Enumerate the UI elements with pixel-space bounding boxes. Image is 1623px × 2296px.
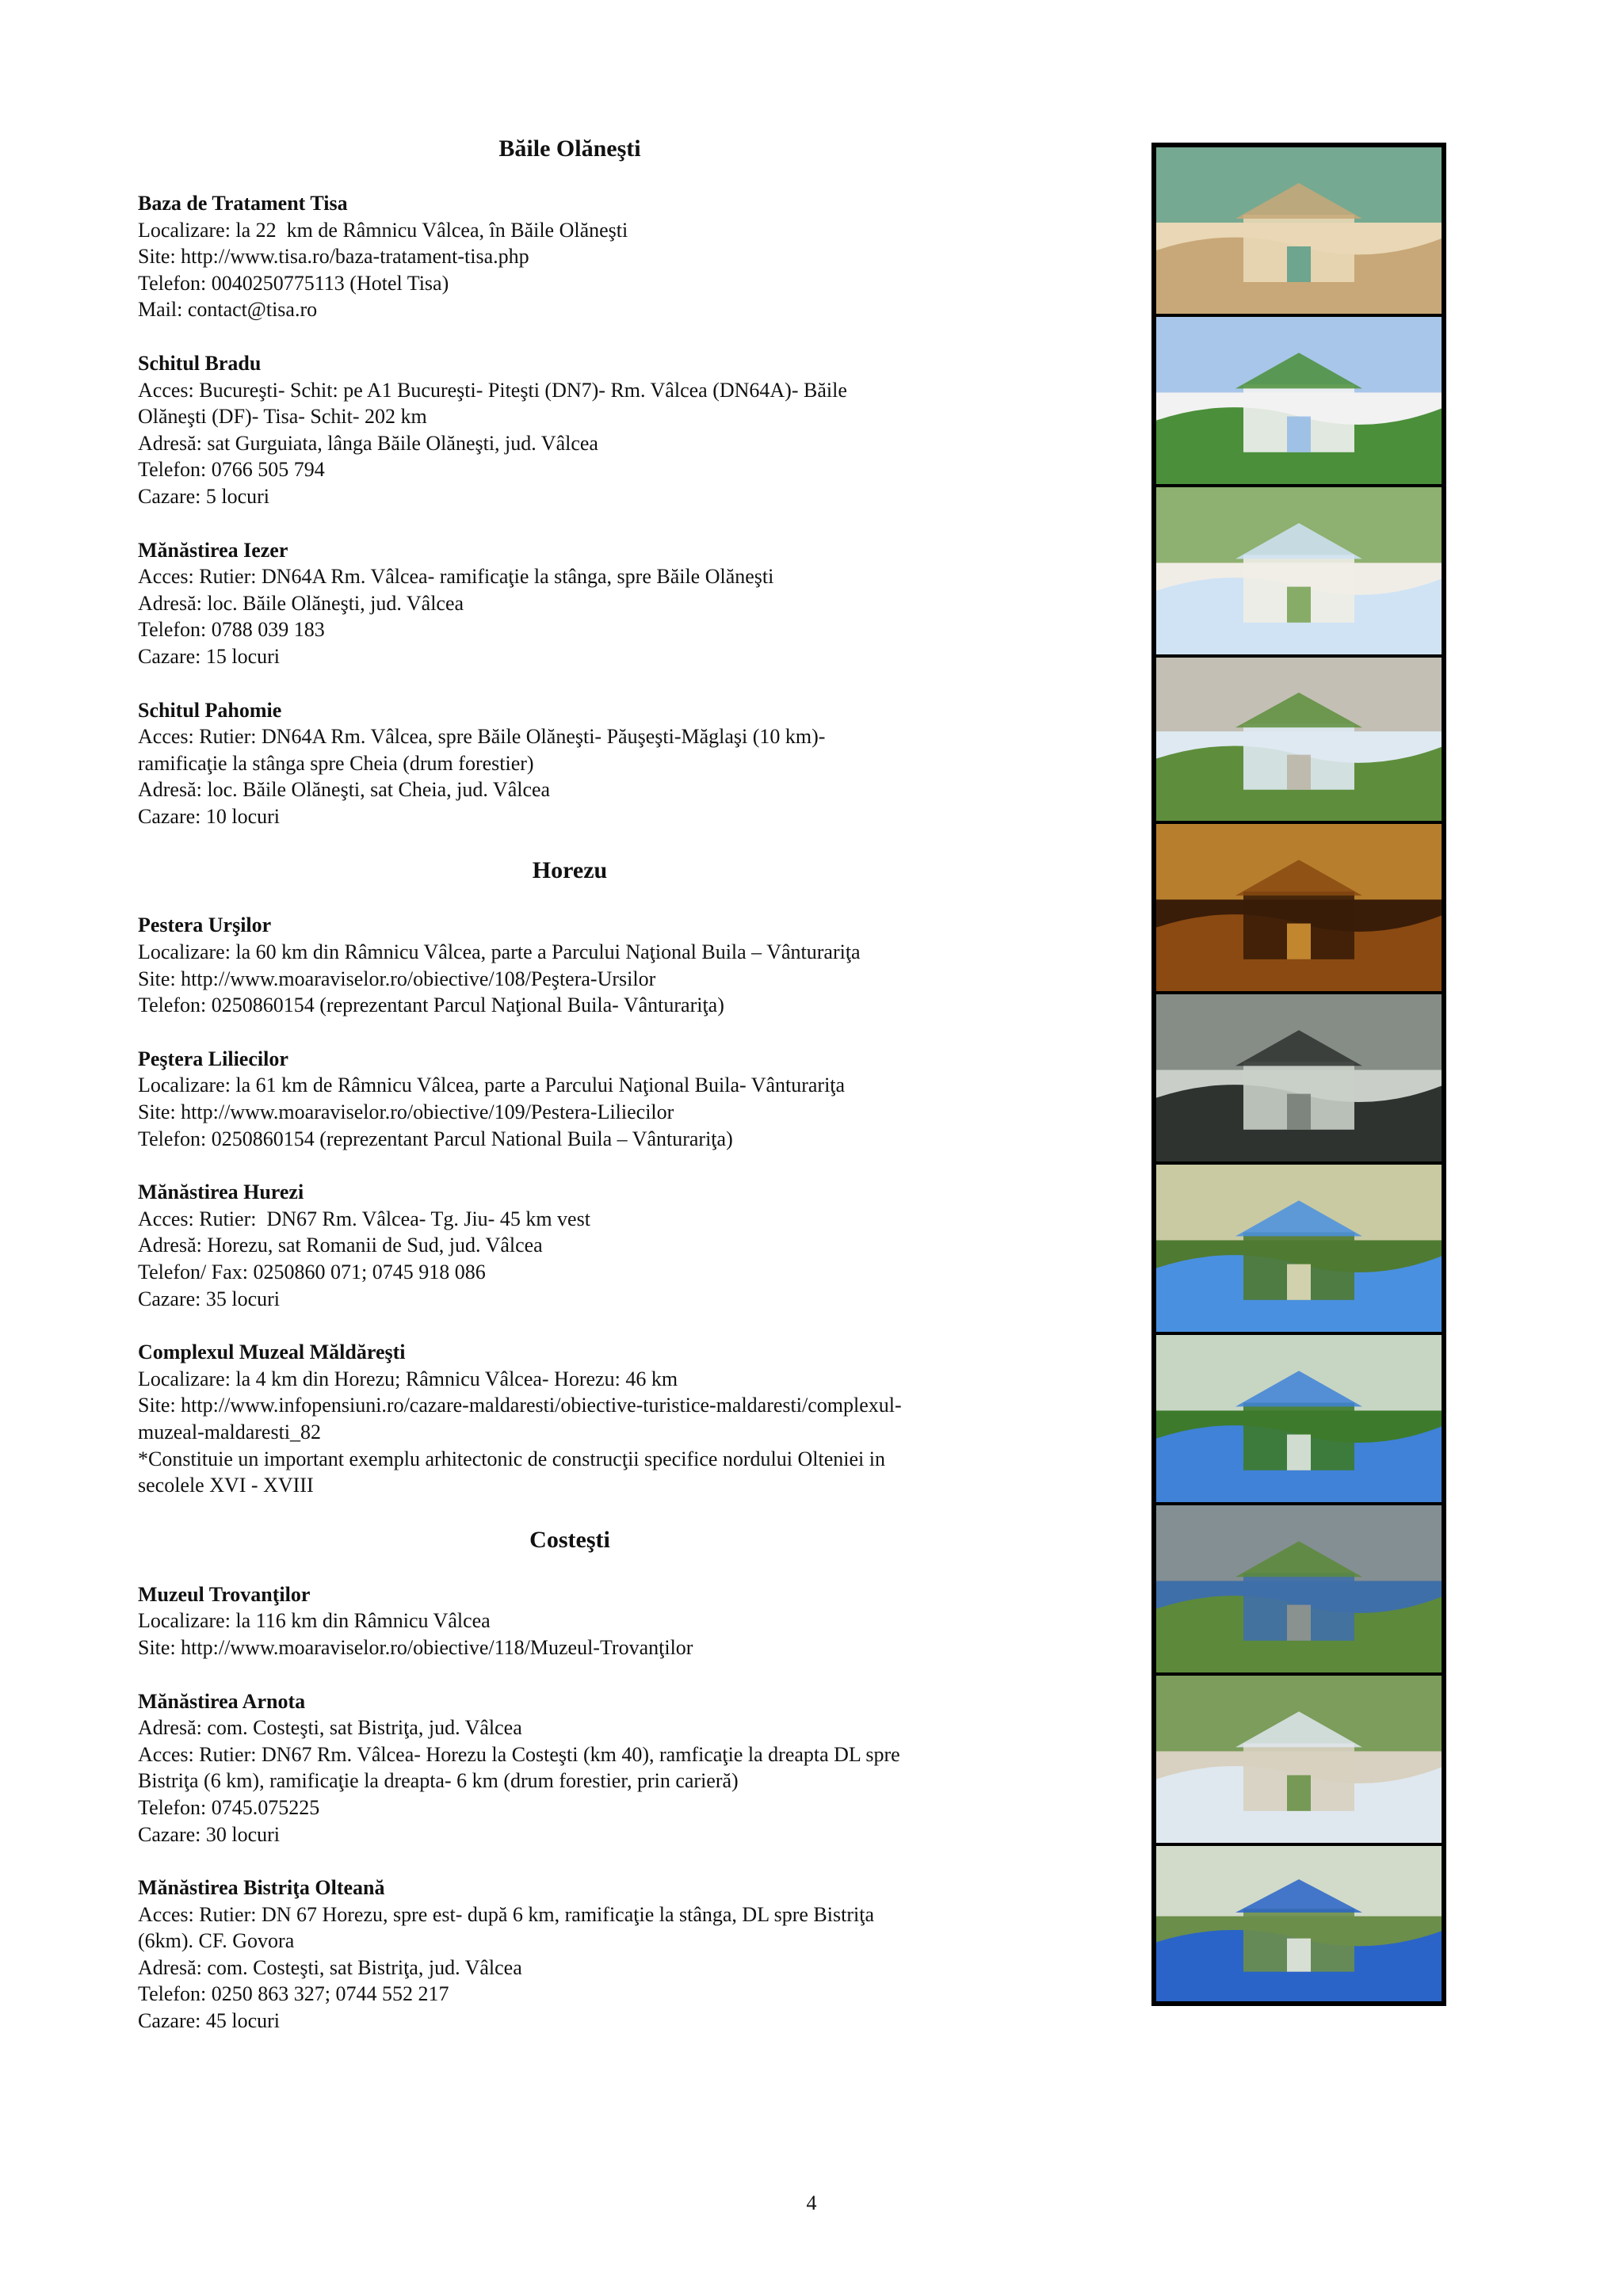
photo-rock-cliff-hermitage bbox=[1156, 658, 1442, 821]
entry-title: Mănăstirea Hurezi bbox=[138, 1180, 304, 1204]
entry-detail-line: Adresă: com. Costeşti, sat Bistriţa, jud. Vâlcea bbox=[138, 1716, 522, 1740]
entry-detail-line: Telefon: 0250 863 327; 0744 552 217 bbox=[138, 1982, 449, 2006]
entry-detail-line: secolele XVI - XVIII bbox=[138, 1474, 314, 1497]
entry-block bbox=[138, 1046, 1033, 1152]
entry-title: Mănăstirea Arnota bbox=[138, 1689, 306, 1713]
entry-detail-line: Acces: Rutier: DN67 Rm. Vâlcea- Tg. Jiu- 45 km vest bbox=[138, 1207, 590, 1230]
entry-detail-line: Site: http://www.tisa.ro/baza-tratament-tisa.php bbox=[138, 245, 529, 269]
entry-detail-line: Acces: Rutier: DN64A Rm. Vâlcea, spre Băile Olăneşti- Păuşeşti-Măglaşi (10 km)- bbox=[138, 725, 826, 749]
entry-detail-line: Olăneşti (DF)- Tisa- Schit- 202 km bbox=[138, 405, 427, 429]
entry-detail-line: (6km). CF. Govora bbox=[138, 1929, 295, 1953]
section-title: Costeşti bbox=[529, 1526, 610, 1553]
entry-title: Peştera Liliecilor bbox=[138, 1047, 288, 1070]
entry-title: Mănăstirea Bistriţa Olteană bbox=[138, 1876, 385, 1900]
entry-title: Pestera Urşilor bbox=[138, 913, 272, 937]
photo-monastery-with-painted-facade bbox=[1156, 487, 1442, 654]
entry-detail-line: Site: http://www.moaraviselor.ro/obiective/118/Muzeul-Trovanţilor bbox=[138, 1635, 693, 1659]
page-number: 4 bbox=[806, 2191, 817, 2214]
entry-detail-line: Telefon: 0040250775113 (Hotel Tisa) bbox=[138, 271, 449, 295]
entry-detail-line: Acces: Rutier: DN67 Rm. Vâlcea- Horezu la Costeşti (km 40), ramficaţie la dreapta DL spre bbox=[138, 1742, 900, 1766]
entry-title: Mănăstirea Iezer bbox=[138, 538, 288, 562]
photo-white-chapel-hillside bbox=[1156, 317, 1442, 484]
entry-detail-line: Acces: Rutier: DN64A Rm. Vâlcea- ramificaţie la stânga, spre Băile Olăneşti bbox=[138, 565, 774, 589]
entry-detail-line: Localizare: la 116 km din Râmnicu Vâlcea bbox=[138, 1609, 491, 1633]
entry-detail-line: Site: http://www.moaraviselor.ro/obiective/109/Pestera-Liliecilor bbox=[138, 1100, 674, 1124]
photo-thermal-pool bbox=[1156, 147, 1442, 314]
photo-cave-stalactites bbox=[1156, 824, 1442, 991]
entry-detail-line: Localizare: la 61 km de Râmnicu Vâlcea, parte a Parcului Naţional Buila- Vânturariţa bbox=[138, 1074, 846, 1097]
entry-detail-line: Cazare: 30 locuri bbox=[138, 1822, 281, 1846]
entry-detail-line: Acces: Bucureşti- Schit: pe A1 Bucureşti- Piteşti (DN7)- Rm. Vâlcea (DN64A)- Băile bbox=[138, 378, 847, 402]
entry-title: Complexul Muzeal Măldăreşti bbox=[138, 1341, 406, 1364]
entry-detail-line: Cazare: 35 locuri bbox=[138, 1287, 281, 1310]
entry-detail-line: Telefon: 0766 505 794 bbox=[138, 458, 325, 482]
entry-detail-line: Telefon: 0250860154 (reprezentant Parcul Naţional Buila- Vânturariţa) bbox=[138, 994, 724, 1017]
entry-detail-line: Adresă: com. Costeşti, sat Bistriţa, jud. Vâlcea bbox=[138, 1955, 522, 1979]
photo-hurezi-monastery-church bbox=[1156, 1165, 1442, 1332]
entry-block bbox=[138, 1339, 1033, 1499]
entry-block bbox=[138, 912, 1033, 1018]
entry-detail-line: ramificaţie la stânga spre Cheia (drum forestier) bbox=[138, 751, 534, 775]
entry-block bbox=[138, 697, 1033, 830]
entry-block bbox=[138, 350, 1033, 510]
entry-detail-line: muzeal-maldaresti_82 bbox=[138, 1420, 322, 1444]
entry-title: Baza de Tratament Tisa bbox=[138, 192, 348, 215]
photo-bistrita-monastery-church bbox=[1156, 1846, 1442, 2001]
entry-detail-line: Acces: Rutier: DN 67 Horezu, spre est- după 6 km, ramificaţie la stânga, DL spre Bistriţa bbox=[138, 1902, 874, 1926]
entry-detail-line: Localizare: la 22 km de Râmnicu Vâlcea, în Băile Olăneşti bbox=[138, 218, 628, 242]
entry-detail-line: Site: http://www.infopensiuni.ro/cazare-maldaresti/obiective-turistice-maldaresti/complexul- bbox=[138, 1394, 902, 1417]
photo-white-manor-house bbox=[1156, 1335, 1442, 1502]
entry-detail-line: Bistriţa (6 km), ramificaţie la dreapta- 6 km (drum forestier, prin carieră) bbox=[138, 1769, 739, 1793]
entry-block bbox=[138, 537, 1033, 670]
entry-block bbox=[138, 1875, 1033, 2035]
entry-detail-line: Adresă: loc. Băile Olăneşti, sat Cheia, jud. Vâlcea bbox=[138, 778, 551, 802]
entry-detail-line: Telefon: 0788 039 183 bbox=[138, 618, 325, 642]
section-title: Băile Olăneşti bbox=[498, 135, 641, 162]
text-column bbox=[138, 135, 1033, 2061]
entry-title: Schitul Pahomie bbox=[138, 698, 282, 722]
photo-trovant-stones-and-sign bbox=[1156, 1505, 1442, 1672]
entry-detail-line: Cazare: 5 locuri bbox=[138, 484, 270, 508]
entry-detail-line: Cazare: 10 locuri bbox=[138, 804, 281, 828]
entry-block bbox=[138, 1581, 1033, 1661]
entry-detail-line: Mail: contact@tisa.ro bbox=[138, 298, 318, 322]
photo-arnota-monastery-overview bbox=[1156, 1676, 1442, 1843]
entry-detail-line: Adresă: sat Gurguiata, lânga Băile Olăneşti, jud. Vâlcea bbox=[138, 431, 598, 455]
entry-detail-line: Localizare: la 60 km din Râmnicu Vâlcea, parte a Parcului Naţional Buila – Vânturariţa bbox=[138, 940, 861, 964]
entry-detail-line: Telefon/ Fax: 0250860 071; 0745 918 086 bbox=[138, 1261, 486, 1283]
entry-detail-line: Cazare: 45 locuri bbox=[138, 2009, 281, 2033]
entry-title: Schitul Bradu bbox=[138, 351, 262, 375]
photo-strip bbox=[1151, 143, 1446, 2006]
entry-detail-line: Telefon: 0745.075225 bbox=[138, 1795, 320, 1819]
entry-block bbox=[138, 1688, 1033, 1848]
entry-block bbox=[138, 1179, 1033, 1312]
entry-detail-line: Adresă: loc. Băile Olăneşti, jud. Vâlcea bbox=[138, 591, 464, 615]
entry-detail-line: Telefon: 0250860154 (reprezentant Parcul National Buila – Vânturariţa) bbox=[138, 1127, 733, 1150]
photo-dark-cave-entrance bbox=[1156, 994, 1442, 1161]
entry-detail-line: *Constituie un important exemplu arhitectonic de construcţii specifice nordului Olteniei in bbox=[138, 1447, 885, 1470]
entry-detail-line: Site: http://www.moaraviselor.ro/obiective/108/Peştera-Ursilor bbox=[138, 967, 656, 990]
entry-title: Muzeul Trovanţilor bbox=[138, 1582, 311, 1606]
entry-detail-line: Adresă: Horezu, sat Romanii de Sud, jud. Vâlcea bbox=[138, 1234, 543, 1257]
entry-detail-line: Cazare: 15 locuri bbox=[138, 644, 281, 668]
entry-detail-line: Localizare: la 4 km din Horezu; Râmnicu Vâlcea- Horezu: 46 km bbox=[138, 1367, 678, 1390]
section-title: Horezu bbox=[532, 857, 608, 884]
entry-block bbox=[138, 190, 1033, 323]
